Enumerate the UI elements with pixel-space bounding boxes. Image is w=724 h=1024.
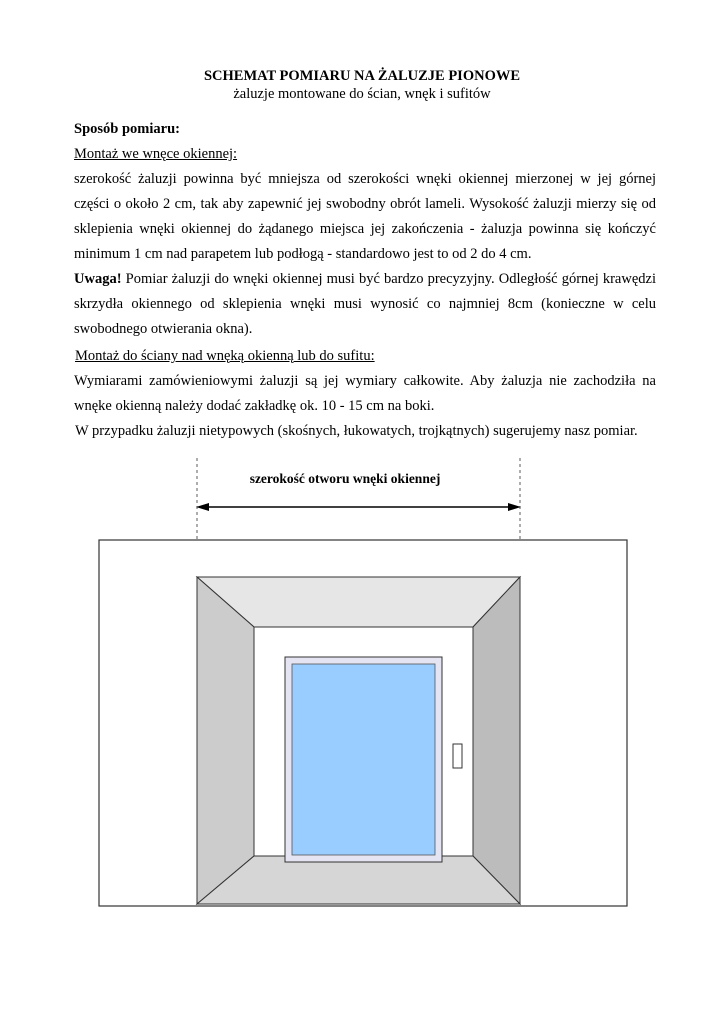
recess-left-bevel	[197, 577, 254, 904]
warning-text: Pomiar żaluzji do wnęki okiennej musi być bardzo precyzyjny. Odległość górnej krawędzi	[121, 271, 656, 287]
recess-right-bevel	[473, 577, 520, 904]
recess-line: szerokość żaluzji powinna być mniejsza od szerokości wnęki okiennej mierzonej w jej górnej	[74, 171, 656, 187]
warning-line: skrzydła okiennego od sklepienia wnęki musi wynosić co najmniej 8cm (konieczne w celu	[74, 296, 656, 312]
warning-paragraph	[74, 269, 656, 289]
window-glass	[292, 664, 435, 855]
wall-line: wnęke okienną należy dodać zakładkę ok. 10 - 15 cm na boki.	[74, 398, 435, 414]
page-title: SCHEMAT POMIARU NA ŻALUZJE PIONOWE	[203, 68, 521, 84]
recess-line: minimum 1 cm nad parapetem lub podłogą - standardowo jest to od 2 do 4 cm.	[74, 246, 532, 262]
atypical-note: W przypadku żaluzji nietypowych (skośnych, łukowatych, trojkątnych) sugerujemy nasz pomiar.	[75, 423, 638, 439]
window-recess-diagram	[0, 450, 724, 920]
warning-label: Uwaga!	[74, 271, 122, 287]
dimension-arrow-right	[508, 503, 521, 511]
recess-line: sklepienia wnęki okiennej do żądanego miejsca jej zakończenia - żaluzja powinna się kończyć	[74, 221, 656, 237]
dimension-label: szerokość otworu wnęki okiennej	[249, 471, 441, 486]
warning-line: swobodnego otwierania okna).	[74, 321, 253, 337]
wall-heading: Montaż do ściany nad wnęką okienną lub do sufitu:	[75, 348, 375, 364]
window-handle	[453, 744, 462, 768]
page-subtitle: żaluzje montowane do ścian, wnęk i sufitów	[233, 86, 491, 102]
recess-line: części o około 2 cm, tak aby zapewnić jej swobodny obrót lameli. Wysokość żaluzji mierzy się od	[74, 196, 656, 212]
recess-heading: Montaż we wnęce okiennej:	[74, 146, 238, 162]
wall-line: Wymiarami zamówieniowymi żaluzji są jej wymiary całkowite. Aby żaluzja nie zachodziła na	[74, 373, 656, 389]
recess-bottom-bevel	[197, 856, 520, 904]
dimension-arrow-left	[196, 503, 209, 511]
method-heading: Sposób pomiaru:	[74, 121, 180, 137]
